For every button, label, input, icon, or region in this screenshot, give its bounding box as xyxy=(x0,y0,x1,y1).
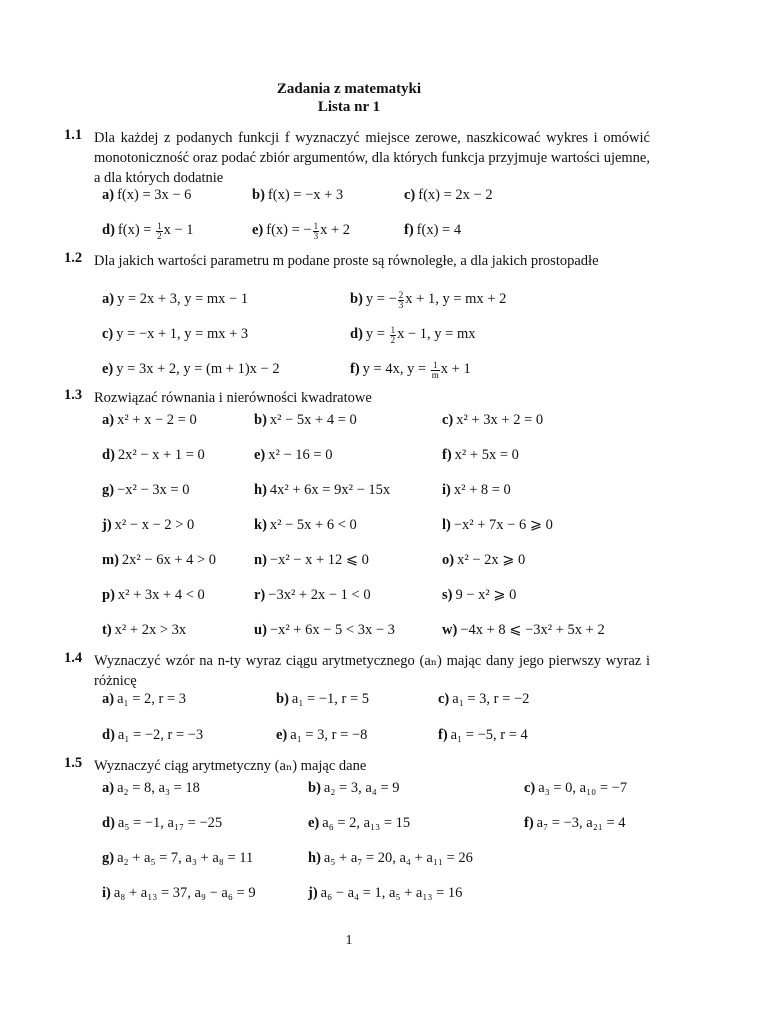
problem-number: 1.4 xyxy=(64,650,83,666)
exercise-item xyxy=(102,515,194,535)
exercise-item xyxy=(102,185,191,205)
exercise-item xyxy=(102,620,186,640)
item-expression: y = 3x + 2, y = (m + 1)x − 2 xyxy=(116,361,280,377)
item-expression: 2x² − x + 1 = 0 xyxy=(117,447,205,463)
exercise-item xyxy=(102,359,280,379)
answer-row xyxy=(102,324,662,344)
item-expression: 4x² + 6x = 9x² − 15x xyxy=(269,482,391,498)
item-label: c) xyxy=(524,780,536,796)
item-expression: x² − 16 = 0 xyxy=(268,447,333,463)
item-label: k) xyxy=(254,517,267,533)
problem-number: 1.3 xyxy=(64,387,83,403)
item-expression: f(x) = − $\frac{1}{3}$ x + 2 xyxy=(266,221,351,241)
exercise-item xyxy=(524,778,627,798)
exercise-item xyxy=(442,445,519,465)
item-expression: a₆ = 2, a₁₃ = 15 xyxy=(322,815,411,831)
item-label: c) xyxy=(442,412,454,428)
answer-row xyxy=(102,725,662,745)
item-label: h) xyxy=(254,482,267,498)
item-expression: a₁ = −2, r = −3 xyxy=(117,727,204,743)
item-expression: −x² + 7x − 6 ⩾ 0 xyxy=(453,517,553,533)
item-label: f) xyxy=(350,361,360,377)
item-expression: −x² − x + 12 ⩽ 0 xyxy=(269,552,369,568)
answer-row xyxy=(102,778,662,798)
item-expression: x² − x − 2 > 0 xyxy=(114,517,195,533)
item-label: r) xyxy=(254,587,266,603)
fraction: $\frac{1}{2}$ xyxy=(390,325,396,345)
item-expression: a₃ = 0, a₁₀ = −7 xyxy=(538,780,628,796)
item-label: g) xyxy=(102,850,115,866)
exercise-item xyxy=(252,220,350,240)
problem-1-2 xyxy=(64,251,650,271)
exercise-item xyxy=(102,445,205,465)
problem-1-4 xyxy=(64,651,650,691)
exercise-item xyxy=(254,620,395,640)
problem-1-5 xyxy=(64,756,650,776)
item-label: e) xyxy=(252,222,264,238)
item-expression: a₁ = 3, r = −2 xyxy=(452,691,530,707)
answer-row xyxy=(102,445,662,465)
exercise-item xyxy=(442,480,511,500)
item-label: d) xyxy=(102,222,115,238)
fraction: $\frac{2}{3}$ xyxy=(398,290,404,310)
item-label: a) xyxy=(102,691,115,707)
exercise-item xyxy=(438,725,528,745)
item-label: b) xyxy=(350,291,363,307)
exercise-item xyxy=(254,515,357,535)
exercise-item xyxy=(254,550,369,570)
item-label: d) xyxy=(102,727,115,743)
item-label: b) xyxy=(308,780,321,796)
item-label: j) xyxy=(102,517,112,533)
item-expression: x² + 5x = 0 xyxy=(454,447,519,463)
answer-row xyxy=(102,289,662,309)
problem-1-1 xyxy=(64,128,650,188)
exercise-item xyxy=(102,324,248,344)
document-subtitle: Lista nr 1 xyxy=(317,99,381,115)
item-label: c) xyxy=(102,326,114,342)
item-expression: a₅ = −1, a₁₇ = −25 xyxy=(117,815,223,831)
item-label: j) xyxy=(308,885,318,901)
answer-row xyxy=(102,848,662,868)
fraction: $\frac{1}{m}$ xyxy=(431,360,439,380)
item-label: i) xyxy=(442,482,451,498)
problem-text: Dla każdej z podanych funkcji f wyznaczyć miejsce zerowe, naszkicować wykres i omówić monotoniczność oraz podać zbiór argumentów, dla których funkcja przyjmuje wartości ujemne, a dla których dodatnie xyxy=(94,130,650,186)
answer-row xyxy=(102,515,662,535)
item-label: f) xyxy=(438,727,448,743)
exercise-item xyxy=(102,220,194,240)
exercise-item xyxy=(102,848,253,868)
item-label: f) xyxy=(524,815,534,831)
item-expression: y = 4x, y = $\frac{1}{m}$ x + 1 xyxy=(362,360,471,380)
exercise-item xyxy=(438,689,529,709)
item-label: b) xyxy=(254,412,267,428)
item-label: e) xyxy=(102,361,114,377)
exercise-item xyxy=(308,813,410,833)
exercise-item xyxy=(442,550,525,570)
problem-number: 1.2 xyxy=(64,250,83,266)
exercise-item xyxy=(442,585,516,605)
item-label: u) xyxy=(254,622,267,638)
exercise-item xyxy=(254,445,332,465)
item-expression: −3x² + 2x − 1 < 0 xyxy=(268,587,371,603)
item-label: s) xyxy=(442,587,453,603)
item-expression: a₁ = 2, r = 3 xyxy=(117,691,187,707)
exercise-item xyxy=(102,778,200,798)
exercise-item xyxy=(102,289,248,309)
item-expression: x² + 8 = 0 xyxy=(453,482,511,498)
problem-text: Wyznaczyć ciąg arytmetyczny (aₙ) mając dane xyxy=(94,758,367,774)
item-expression: a₂ + a₅ = 7, a₃ + a₈ = 11 xyxy=(117,850,254,866)
item-expression: x² + 3x + 4 < 0 xyxy=(117,587,205,603)
answer-row xyxy=(102,689,662,709)
item-expression: f(x) = 2x − 2 xyxy=(418,187,493,203)
item-label: b) xyxy=(276,691,289,707)
item-expression: x² + 3x + 2 = 0 xyxy=(456,412,544,428)
item-label: w) xyxy=(442,622,458,638)
exercise-item xyxy=(102,585,205,605)
exercise-item xyxy=(350,289,506,309)
problem-text: Wyznaczyć wzór na n-ty wyraz ciągu arytmetycznego (aₙ) mając dany jego pierwszy wyraz i różnicę xyxy=(94,653,650,689)
item-label: a) xyxy=(102,187,115,203)
exercise-item xyxy=(102,883,256,903)
item-label: c) xyxy=(438,691,450,707)
title-block xyxy=(0,80,698,116)
item-label: g) xyxy=(102,482,115,498)
exercise-item xyxy=(276,689,369,709)
item-expression: x² − 5x + 4 = 0 xyxy=(269,412,357,428)
item-label: a) xyxy=(102,291,115,307)
fraction: $\frac{1}{3}$ xyxy=(313,221,319,241)
exercise-item xyxy=(442,410,543,430)
exercise-item xyxy=(350,359,471,379)
exercise-item xyxy=(308,883,462,903)
item-expression: a₇ = −3, a₂₁ = 4 xyxy=(536,815,626,831)
item-label: a) xyxy=(102,780,115,796)
item-expression: 9 − x² ⩾ 0 xyxy=(455,587,517,603)
item-expression: a₂ = 8, a₃ = 18 xyxy=(117,780,200,796)
item-expression: −4x + 8 ⩽ −3x² + 5x + 2 xyxy=(460,622,605,638)
item-expression: y = $\frac{1}{2}$ x − 1, y = mx xyxy=(365,325,476,345)
exercise-item xyxy=(308,778,400,798)
exercise-item xyxy=(102,725,203,745)
item-expression: a₈ + a₁₃ = 37, a₉ − a₆ = 9 xyxy=(113,885,256,901)
exercise-item xyxy=(404,220,461,240)
item-expression: x² + x − 2 = 0 xyxy=(117,412,197,428)
item-expression: f(x) = 3x − 6 xyxy=(117,187,192,203)
item-label: a) xyxy=(102,412,115,428)
item-expression: x² + 2x > 3x xyxy=(114,622,187,638)
item-label: m) xyxy=(102,552,119,568)
fraction: $\frac{1}{2}$ xyxy=(157,221,162,241)
exercise-item xyxy=(404,185,493,205)
page-number: 1 xyxy=(345,933,353,948)
answer-row xyxy=(102,480,662,500)
exercise-item xyxy=(442,515,553,535)
answer-row xyxy=(102,550,662,570)
answer-row xyxy=(102,813,662,833)
answer-row xyxy=(102,185,662,205)
exercise-item xyxy=(524,813,626,833)
item-label: f) xyxy=(442,447,452,463)
answer-row xyxy=(102,883,662,903)
answer-row xyxy=(102,359,662,379)
item-expression: −x² − 3x = 0 xyxy=(117,482,190,498)
item-label: e) xyxy=(254,447,266,463)
item-label: d) xyxy=(350,326,363,342)
item-label: p) xyxy=(102,587,115,603)
item-expression: y = − $\frac{2}{3}$ x + 1, y = mx + 2 xyxy=(365,290,507,310)
item-label: e) xyxy=(276,727,288,743)
item-label: f) xyxy=(404,222,414,238)
exercise-item xyxy=(102,480,189,500)
item-expression: f(x) = $\frac{1}{2}$ x − 1 xyxy=(117,221,194,241)
problem-number: 1.5 xyxy=(64,755,83,771)
answer-row xyxy=(102,410,662,430)
exercise-item xyxy=(102,550,216,570)
answer-row xyxy=(102,220,662,240)
item-label: i) xyxy=(102,885,111,901)
problem-1-3 xyxy=(64,388,650,408)
item-expression: a₁ = 3, r = −8 xyxy=(290,727,368,743)
item-expression: 2x² − 6x + 4 > 0 xyxy=(121,552,217,568)
item-label: d) xyxy=(102,447,115,463)
exercise-item xyxy=(308,848,473,868)
item-expression: a₅ + a₇ = 20, a₄ + a₁₁ = 26 xyxy=(323,850,473,866)
item-expression: y = −x + 1, y = mx + 3 xyxy=(116,326,249,342)
document-title: Zadania z matematyki xyxy=(276,81,422,97)
problem-text: Dla jakich wartości parametru m podane proste są równoległe, a dla jakich prostopadłe xyxy=(94,253,599,269)
item-label: n) xyxy=(254,552,267,568)
item-label: d) xyxy=(102,815,115,831)
exercise-item xyxy=(276,725,367,745)
exercise-item xyxy=(254,585,371,605)
item-expression: y = 2x + 3, y = mx − 1 xyxy=(117,291,249,307)
exercise-item xyxy=(252,185,343,205)
item-expression: a₁ = −5, r = 4 xyxy=(450,727,528,743)
exercise-item xyxy=(102,689,186,709)
item-expression: a₁ = −1, r = 5 xyxy=(291,691,370,707)
item-expression: x² − 5x + 6 < 0 xyxy=(269,517,357,533)
exercise-item xyxy=(350,324,475,344)
item-label: c) xyxy=(404,187,416,203)
exercise-item xyxy=(102,410,197,430)
problem-text: Rozwiązać równania i nierówności kwadratowe xyxy=(94,390,372,406)
answer-row xyxy=(102,620,662,640)
exercise-item xyxy=(254,410,357,430)
item-label: l) xyxy=(442,517,451,533)
item-expression: a₂ = 3, a₄ = 9 xyxy=(323,780,400,796)
item-expression: −x² + 6x − 5 < 3x − 3 xyxy=(269,622,395,638)
answer-row xyxy=(102,585,662,605)
item-label: o) xyxy=(442,552,455,568)
problem-number: 1.1 xyxy=(64,127,83,143)
item-expression: x² − 2x ⩾ 0 xyxy=(457,552,526,568)
item-expression: f(x) = −x + 3 xyxy=(267,187,344,203)
item-label: h) xyxy=(308,850,321,866)
exercise-item xyxy=(442,620,605,640)
item-label: b) xyxy=(252,187,265,203)
item-expression: f(x) = 4 xyxy=(416,222,462,238)
item-label: e) xyxy=(308,815,320,831)
item-label: t) xyxy=(102,622,112,638)
exercise-item xyxy=(254,480,390,500)
item-expression: a₆ − a₄ = 1, a₅ + a₁₃ = 16 xyxy=(320,885,463,901)
exercise-item xyxy=(102,813,222,833)
